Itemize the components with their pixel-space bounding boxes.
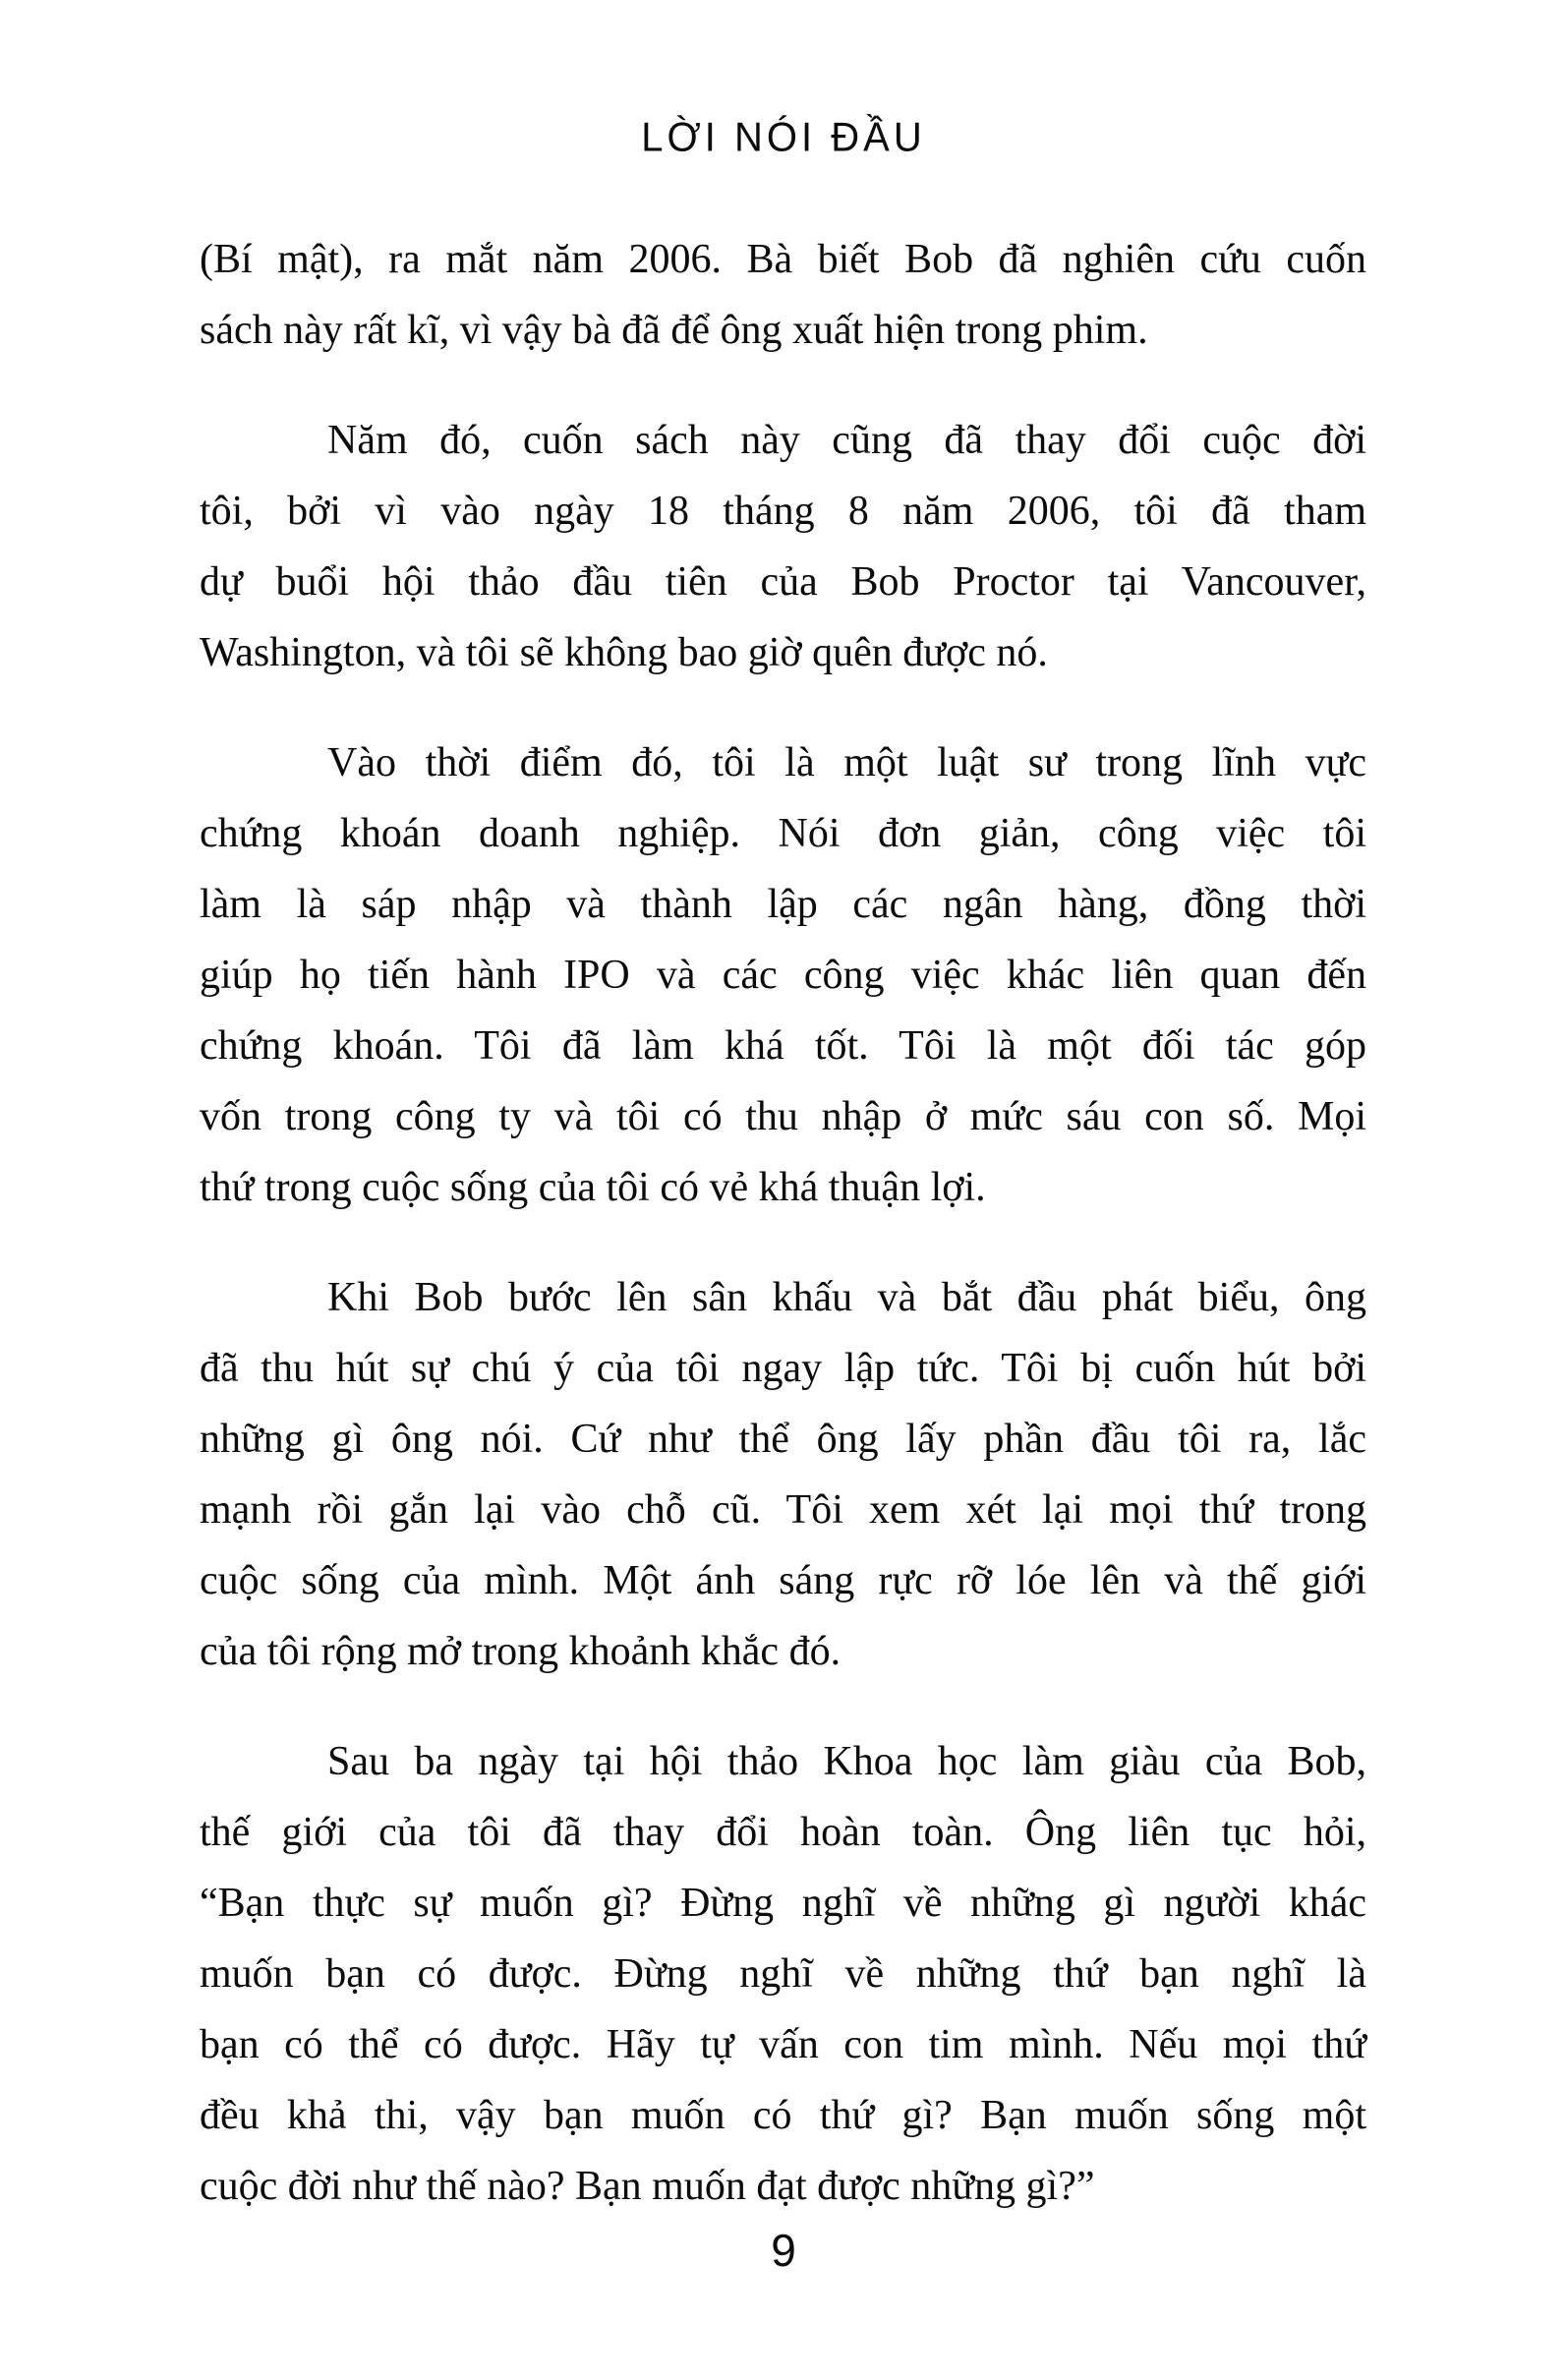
text-line: của tôi rộng mở trong khoảnh khắc đó. (200, 1629, 842, 1674)
text-line: vốn trong công ty và tôi có thu nhập ở mức sáu con số. Mọi (200, 1094, 1366, 1139)
preface-body-text (200, 224, 1366, 2222)
text-line: muốn bạn có được. Đừng nghĩ về những thứ bạn nghĩ là (200, 1951, 1366, 1997)
text-line: dự buổi hội thảo đầu tiên của Bob Proctor tại Vancouver, (200, 559, 1366, 605)
text-line: cuộc sống của mình. Một ánh sáng rực rỡ lóe lên và thế giới (200, 1558, 1366, 1603)
text-line: Washington, và tôi sẽ không bao giờ quên được nó. (200, 630, 1048, 675)
text-line: tôi, bởi vì vào ngày 18 tháng 8 năm 2006, tôi đã tham (200, 489, 1366, 534)
paragraph (200, 224, 1366, 366)
text-line: những gì ông nói. Cứ như thể ông lấy phần đầu tôi ra, lắc (200, 1417, 1366, 1462)
paragraph (200, 1726, 1366, 2222)
text-line: thế giới của tôi đã thay đổi hoàn toàn. Ông liên tục hỏi, (200, 1810, 1366, 1855)
text-line: làm là sáp nhập và thành lập các ngân hàng, đồng thời (200, 882, 1366, 927)
text-line: giúp họ tiến hành IPO và các công việc khác liên quan đến (200, 953, 1366, 998)
text-line: “Bạn thực sự muốn gì? Đừng nghĩ về những gì người khác (200, 1881, 1366, 1926)
page-number: 9 (771, 2225, 796, 2276)
text-line: chứng khoán doanh nghiệp. Nói đơn giản, công việc tôi (200, 811, 1366, 856)
text-line: Năm đó, cuốn sách này cũng đã thay đổi cuộc đời (327, 418, 1366, 463)
text-line: (Bí mật), ra mắt năm 2006. Bà biết Bob đã nghiên cứu cuốn (200, 237, 1366, 282)
page-title: LỜI NÓI ĐẦU (641, 114, 926, 161)
paragraph (200, 405, 1366, 688)
paragraph (200, 727, 1366, 1223)
text-line: mạnh rồi gắn lại vào chỗ cũ. Tôi xem xét lại mọi thứ trong (200, 1487, 1366, 1533)
text-line: cuộc đời như thế nào? Bạn muốn đạt được những gì?” (200, 2164, 1095, 2209)
text-line: sách này rất kĩ, vì vậy bà đã để ông xuất hiện trong phim. (200, 308, 1148, 353)
paragraph (200, 1262, 1366, 1687)
text-line: đã thu hút sự chú ý của tôi ngay lập tức. Tôi bị cuốn hút bởi (200, 1346, 1366, 1391)
text-line: Sau ba ngày tại hội thảo Khoa học làm giàu của Bob, (327, 1739, 1366, 1784)
text-line: Khi Bob bước lên sân khấu và bắt đầu phát biểu, ông (327, 1275, 1366, 1320)
text-line: bạn có thể có được. Hãy tự vấn con tim mình. Nếu mọi thứ (200, 2022, 1366, 2067)
text-line: thứ trong cuộc sống của tôi có vẻ khá thuận lợi. (200, 1165, 986, 1210)
text-line: chứng khoán. Tôi đã làm khá tốt. Tôi là một đối tác góp (200, 1023, 1366, 1069)
text-line: đều khả thi, vậy bạn muốn có thứ gì? Bạn muốn sống một (200, 2093, 1366, 2138)
text-line: Vào thời điểm đó, tôi là một luật sư trong lĩnh vực (327, 740, 1366, 785)
